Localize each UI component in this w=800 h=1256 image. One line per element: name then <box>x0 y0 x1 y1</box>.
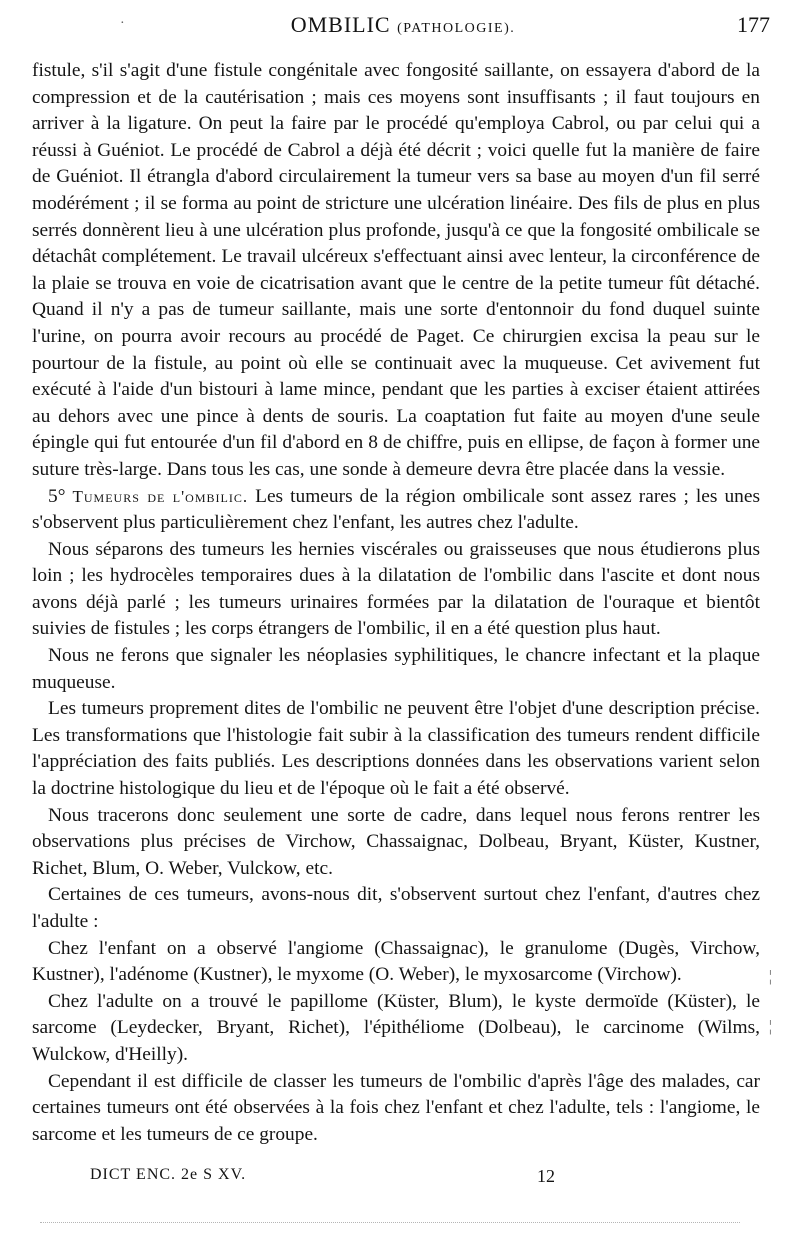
body-text <box>32 58 760 1148</box>
paragraph-1: fistule, s'il s'agit d'une fistule congénitale avec fongosité saillante, on essayera d'abord de la compression et de la cautérisation ; mais ces moyens sont insuffisants ; il faut toujours en arriver à la ligature. On peut la faire par le procédé qu'employa Cabrol, ou par celui qui a réussi à Guéniot. Le procédé de Cabrol a déjà été décrit ; voici quelle fut la manière de faire de Guéniot. Il étrangla d'abord circulairement la tumeur vers sa base au moyen d'un fil serré modérément ; il se forma au point de stricture une ulcération linéaire. Des fils de plus en plus serrés donnèrent lieu à une ulcération plus profonde, jusqu'à ce que la fongosité ombilicale se détachât complétement. Le travail ulcéreux s'effectuant ainsi avec lenteur, la circonférence de la plaie se trouva en voie de cicatrisation avant que le centre de la petite tumeur fût détaché. Quand il n'y a pas de tumeur saillante, mais une sorte d'entonnoir du fond duquel suinte l'urine, on pourra avoir recours au procédé de Paget. Ce chirurgien excisa la peau sur le pourtour de la fistule, au point où elle se continuait avec la muqueuse. Cet avivement fut exécuté à l'aide d'un bistouri à lame mince, pendant que les parties à exciser étaient attirées au dehors avec une pince à dents de souris. La coaptation fut faite au moyen d'une seule épingle qui fut entourée d'un fil d'abord en 8 de chiffre, puis en ellipse, de façon à former une suture très-large. Dans tous les cas, une sonde à demeure devra être placée dans la vessie. <box>32 60 760 480</box>
sheet-number: 12 <box>537 1166 555 1186</box>
margin-mark-2: ¦ <box>768 1018 772 1035</box>
paragraph-8: Chez l'enfant on a observé l'angiome (Chassaignac), le granulome (Dugès, Virchow, Kustner), l'adénome (Kustner), le myxome (O. Weber), le myxosarcome (Virchow). <box>32 937 760 986</box>
paragraph-10: Cependant il est difficile de classer les tumeurs de l'ombilic d'après l'âge des malades, car certaines tumeurs ont été observées à la fois chez l'enfant et chez l'adulte, tels : l'angiome, le sarcome et les tumeurs de ce groupe. <box>32 1070 760 1145</box>
title-main: OMBILIC <box>290 12 391 37</box>
page-title <box>36 12 770 38</box>
running-header <box>36 12 770 52</box>
section-heading: Tumeurs de l'ombilic. <box>72 486 249 506</box>
printer-signature: DICT ENC. 2e S XV. <box>90 1166 247 1183</box>
title-subtitle: (PATHOLOGIE). <box>397 21 516 36</box>
paragraph-7: Certaines de ces tumeurs, avons-nous dit, s'observent surtout chez l'enfant, d'autres chez l'adulte : <box>32 884 760 932</box>
page-footer <box>90 1166 555 1196</box>
paragraph-5: Les tumeurs proprement dites de l'ombilic ne peuvent être l'objet d'une description précise. Les transformations que l'histologie fait subir à la classification des tumeurs rendent difficile l'appréciation des faits publiés. Les descriptions données dans les observations varient selon la doctrine histologique du lieu et de l'époque où le fait a été observé. <box>32 698 760 800</box>
page-number: 177 <box>737 12 770 37</box>
paragraph-4: Nous ne ferons que signaler les néoplasies syphilitiques, le chancre infectant et la plaque muqueuse. <box>32 645 760 693</box>
paragraph-2 <box>32 484 760 537</box>
paragraph-9: Chez l'adulte on a trouvé le papillome (Küster, Blum), le kyste dermoïde (Küster), le sarcome (Leydecker, Bryant, Richet), l'épithéliome (Dolbeau), le carcinome (Wilms, Wulckow, d'Heilly). <box>32 990 760 1065</box>
scan-noise-line <box>40 1222 740 1229</box>
paragraph-6: Nous tracerons donc seulement une sorte de cadre, dans lequel nous ferons rentrer les observations plus précises de Virchow, Chassaignac, Dolbeau, Bryant, Küster, Kustner, Richet, Blum, O. Weber, Vulckow, etc. <box>32 804 760 879</box>
section-text: Les tumeurs de la région ombilicale sont assez rares ; les unes s'observent plus particulièrement chez l'enfant, les autres chez l'adulte. <box>32 485 760 534</box>
section-number: 5° <box>48 485 66 507</box>
paragraph-3: Nous séparons des tumeurs les hernies viscérales ou graisseuses que nous étudierons plus loin ; les hydrocèles temporaires dues à la dilatation de l'ombilic dans l'ascite et dont nous avons déjà parlé ; les tumeurs urinaires formées par la dilatation de l'ouraque et bientôt suivies de fistules ; les corps étrangers de l'ombilic, il en a été question plus haut. <box>32 538 760 640</box>
margin-mark-1: ¦ <box>768 968 772 985</box>
header-dot: · <box>120 16 125 31</box>
